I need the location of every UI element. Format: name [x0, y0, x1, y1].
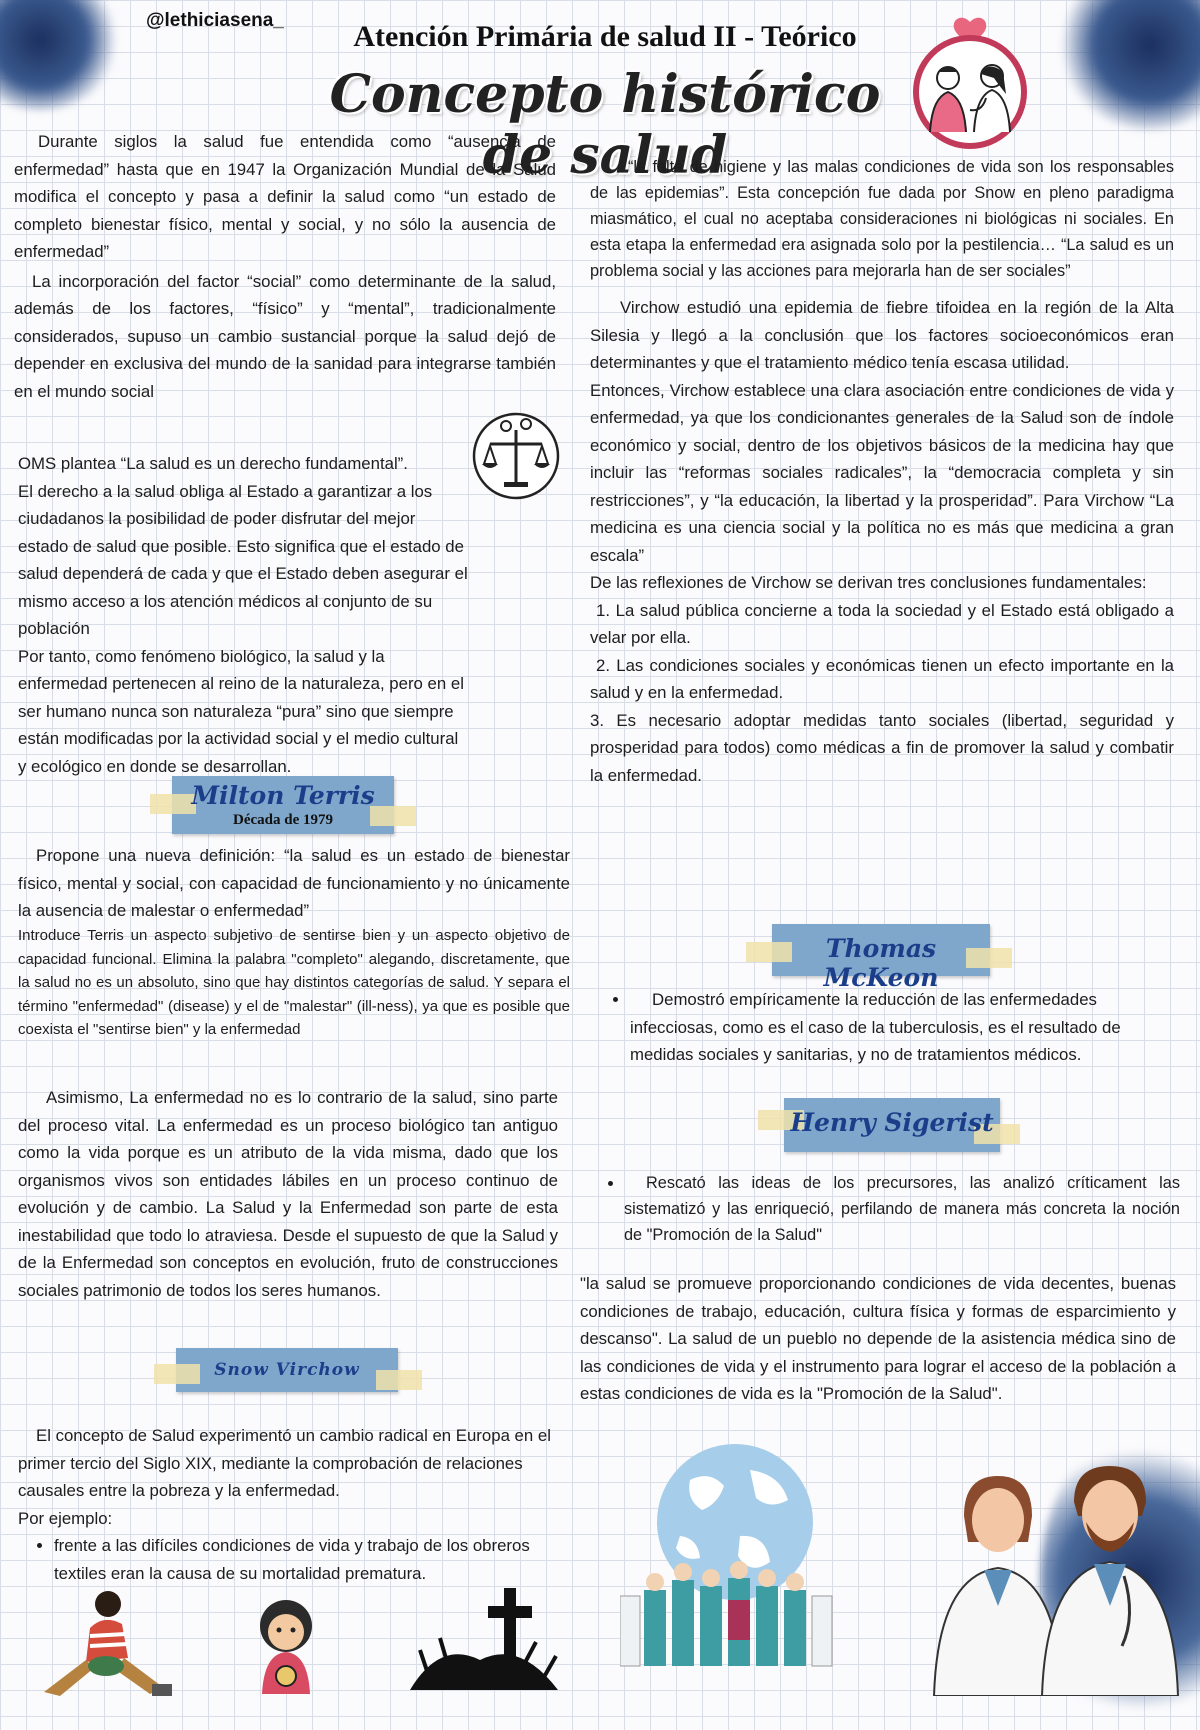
example-list — [18, 1532, 558, 1587]
thomas-mckeon-banner — [772, 924, 990, 992]
two-doctors-illustration — [924, 1456, 1184, 1696]
globe-health-workers-illustration — [620, 1440, 850, 1690]
virchow-conclusions-intro: De las reflexiones de Virchow se derivan tres conclusiones fundamentales: — [590, 573, 1147, 592]
henry-sigerist-banner — [784, 1098, 1000, 1152]
milton-terris-name: Milton Terris — [191, 781, 375, 810]
milton-terris-banner — [172, 776, 394, 834]
sigerist-bullet: • Rescató las ideas de los precursores, las analizó críticament las sistematizó y las enriqueció, perfilando de manera más concreta la noción de "Promoción de la Salud" — [624, 1170, 1180, 1248]
conclusion-3: 3. Es necesario adoptar medidas tanto sociales (libertad, seguridad y prosperidad para todos) como médicas a fin de promover la salud y combatir la enfermedad. — [590, 710, 1174, 785]
oms-right-statement: OMS plantea “La salud es un derecho fundamental”. — [18, 454, 408, 473]
milton-terris-decade: Década de 1979 — [233, 812, 333, 828]
child-figure-illustration — [248, 1596, 324, 1696]
thomas-mckeon-name: Thomas McKeon — [823, 934, 939, 992]
snow-virchow-name: Snow Virchow — [214, 1360, 360, 1380]
disease-process-section — [18, 1084, 558, 1304]
conclusion-2: 2. Las condiciones sociales y económicas tienen un efecto importante en la salud y en la enfermedad. — [590, 655, 1174, 702]
terris-section — [18, 842, 570, 925]
henry-sigerist-name: Henry Sigerist — [790, 1108, 994, 1137]
cemetery-cross-illustration — [400, 1580, 560, 1698]
conclusion-1: 1. La salud pública concierne a toda la sociedad y el Estado está obligado a velar por ella. — [590, 600, 1174, 647]
ink-splash-top-right — [1060, 0, 1200, 130]
left-column-intro — [14, 128, 556, 405]
snow-virchow-banner — [176, 1348, 398, 1392]
sigerist-section — [600, 1170, 1180, 1248]
terris-definition-paragraph: Propone una nueva definición: “la salud es un estado de bienestar físico, mental y social, con capacidad de funcionamiento y no únicamente la ausencia de malestar o enfermedad” — [18, 846, 570, 920]
ink-splash-top-left — [0, 0, 120, 110]
europe-section — [18, 1422, 558, 1587]
terris-aspects-paragraph: Introduce Terris un aspecto subjetivo de sentirse bien y un aspecto objetivo de capacidad funcional. Elimina la palabra "completo" alegando, discretamente, que la salud no es un absoluto, sino que hay distintos categorías de salud. Y separa el término "enfermedad" (disease) y el de "malestar" (ill-ness), ya que es posible que coexista el "sentirse bien" y la enfermedad — [18, 927, 570, 1038]
right-column-intro — [590, 154, 1174, 789]
promotion-section — [580, 1270, 1176, 1408]
terris-explanation — [18, 924, 570, 1042]
disease-process-paragraph: Asimismo, La enfermedad no es lo contrario de la salud, sino parte del proceso vital. La enfermedad es un proceso biológico tan antiguo como la vida porque es un atributo de la vida misma, dado que los organismos vivos son entidades lábiles en un proceso continuo de evolución y de cambio. La Salud y la Enfermedad son parte de esta inestabilidad que todo lo atraviesa. Desde el supuesto de que la Salud y de la Enfermedad son conceptos en evolución, fruto de construcciones sociales patrimonio de todos los seres humanos. — [18, 1088, 558, 1300]
page-title: Atención Primária de salud II - Teórico — [353, 20, 857, 53]
worker-figure-illustration — [24, 1588, 174, 1698]
mckeon-list — [604, 986, 1178, 1069]
author-handle: @lethiciasena_ — [146, 10, 284, 31]
virchow-typhoid-paragraph: Virchow estudió una epidemia de fiebre tifoidea en la región de la Alta Silesia y llegó a la conclusión que los factores socioeconómicos eran determinantes y que el tratamiento médico tenía escasa utilidad. — [590, 298, 1174, 372]
mckeon-section — [604, 986, 1178, 1069]
left-column-rights — [18, 450, 470, 780]
justice-scales-icon — [470, 410, 562, 502]
state-obligation-paragraph: El derecho a la salud obliga al Estado a garantizar a los ciudadanos la posibilidad de poder disfrutar del mejor estado de salud que posible. Esto significa que el estado de salud dependerá de cada y que el Estado deben asegurar el mismo acceso a los atención médicos al conjunto de su población — [18, 481, 468, 638]
page-subtitle: Concepto histórico de salud — [329, 64, 881, 186]
social-factor-paragraph: La incorporación del factor “social” como determinante de la salud, además de los factores, “físico” y “mental”, tradicionalmente considerados, supuso un cambio sustancial porque la salud dejó de depender en exclusiva del mundo de la sanidad para integrarse también en el mundo social — [14, 271, 556, 401]
mckeon-bullet: • Demostró empíricamente la reducción de las enfermedades infecciosas, como es el caso de la tuberculosis, es el resultado de medidas sociales y sanitarias, y no de tratamientos médicos. — [630, 986, 1178, 1069]
example-bullet: • frente a las difíciles condiciones de vida y trabajo de los obreros textiles eran la causa de su mortalidad prematura. — [54, 1532, 558, 1587]
sigerist-list — [600, 1170, 1180, 1248]
health-promotion-quote: "la salud se promueve proporcionando condiciones de vida decentes, buenas condiciones de trabajo, educación, cultura física y formas de esparcimiento y descanso". La salud de un pueblo no depende de la asistencia médica sino de las condiciones de vida y el instrumento para lograr el acceso de la población a estas condiciones de vida es la "Promoción de la Salud". — [580, 1274, 1176, 1403]
example-label: Por ejemplo: — [18, 1508, 113, 1528]
virchow-association-paragraph: Entonces, Virchow establece una clara asociación entre condiciones de vida y enfermedad, ya que los condicionantes generales de la Salud son de índole económico y social, dentro de los objetivos básicos de la medicina hay que incluir las “reformas sociales radicales”, la “democracia completa y sin restricciones”, y “la educación, la libertad y la prosperidad”. Para Virchow “La medicina es una ciencia social y la política no es más que medicina a gran escala” — [590, 380, 1174, 565]
snow-hygiene-paragraph: “la falta de higiene y las malas condiciones de vida son los responsables de las epidemias”. Esta concepción fue dada por Snow en pleno paradigma miasmático, el cual no aceptaba consideraciones ni biológicas ni sociales. En esta etapa la enfermedad era asignada solo por la pestilencia… “La salud es un problema social y las acciones para mejorarla han de ser sociales” — [590, 158, 1174, 280]
biological-phenomenon-paragraph: Por tanto, como fenómeno biológico, la salud y la enfermedad pertenecen al reino de la naturaleza, pero en el ser humano nunca son naturaleza “pura” sino que siempre están modificadas por la actividad social y el medio cultural y ecológico en donde se desarrollan. — [18, 646, 464, 776]
oms-definition-paragraph: Durante siglos la salud fue entendida como “ausencia de enfermedad” hasta que en 1947 la Organización Mundial de la Salud modifica el concepto y pasa a definir la salud como “un estado de completo bienestar físico, mental y social, y no sólo la ausencia de enfermedad” — [14, 132, 556, 261]
doctor-patient-illustration — [908, 14, 1036, 154]
europe-change-paragraph: El concepto de Salud experimentó un cambio radical en Europa en el primer tercio del Siglo XIX, mediante la comprobación de relaciones causales entre la pobreza y la enfermedad. — [18, 1426, 551, 1500]
